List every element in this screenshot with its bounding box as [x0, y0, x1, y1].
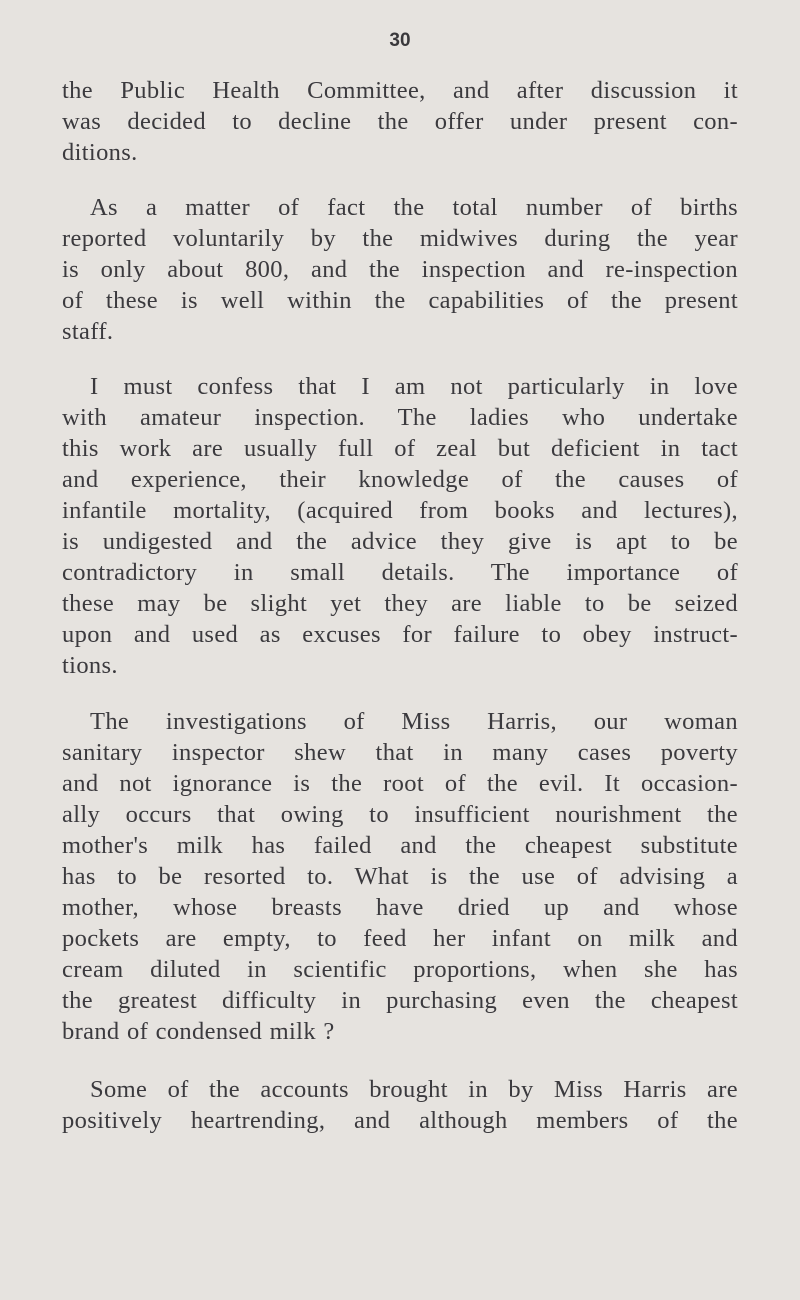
text-line: brand of condensed milk ? [62, 1018, 335, 1045]
text-line: has to be resorted to. What is the use of advising a [62, 863, 738, 890]
text-line: reported voluntarily by the midwives during the year [62, 225, 738, 252]
text-line: contradictory in small details. The importance of [62, 559, 738, 586]
text-line: sanitary inspector shew that in many cases poverty [62, 739, 738, 766]
page-number: 30 [389, 30, 411, 51]
text-line: these may be slight yet they are liable to be seized [62, 590, 738, 617]
text-line: is only about 800, and the inspection and re-inspection [62, 256, 738, 283]
text-line: is undigested and the advice they give is apt to be [62, 528, 738, 555]
text-line: mother, whose breasts have dried up and whose [62, 894, 738, 921]
text-line: and not ignorance is the root of the evil. It occasion- [62, 770, 738, 797]
text-line: of these is well within the capabilities of the present [62, 287, 738, 314]
text-line: this work are usually full of zeal but deficient in tact [62, 435, 738, 462]
text-line: positively heartrending, and although members of the [62, 1107, 738, 1134]
text-line: with amateur inspection. The ladies who undertake [62, 404, 738, 431]
text-line: and experience, their knowledge of the causes of [62, 466, 738, 493]
text-line: tions. [62, 652, 118, 679]
text-line: Some of the accounts brought in by Miss Harris are [90, 1076, 738, 1103]
text-line: As a matter of fact the total number of births [90, 194, 738, 221]
text-line: upon and used as excuses for failure to obey instruct- [62, 621, 738, 648]
text-line: staff. [62, 318, 114, 345]
text-line: was decided to decline the offer under present con- [62, 108, 738, 135]
text-line: mother's milk has failed and the cheapest substitute [62, 832, 738, 859]
text-line: the greatest difficulty in purchasing even the cheapest [62, 987, 738, 1014]
text-line: ditions. [62, 139, 138, 166]
text-line: cream diluted in scientific proportions, when she has [62, 956, 738, 983]
text-line: the Public Health Committee, and after discussion it [62, 77, 738, 104]
text-line: ally occurs that owing to insufficient nourishment the [62, 801, 738, 828]
text-line: The investigations of Miss Harris, our woman [90, 708, 738, 735]
text-line: infantile mortality, (acquired from books and lectures), [62, 497, 738, 524]
text-line: pockets are empty, to feed her infant on milk and [62, 925, 738, 952]
text-line: I must confess that I am not particularly in love [90, 373, 738, 400]
